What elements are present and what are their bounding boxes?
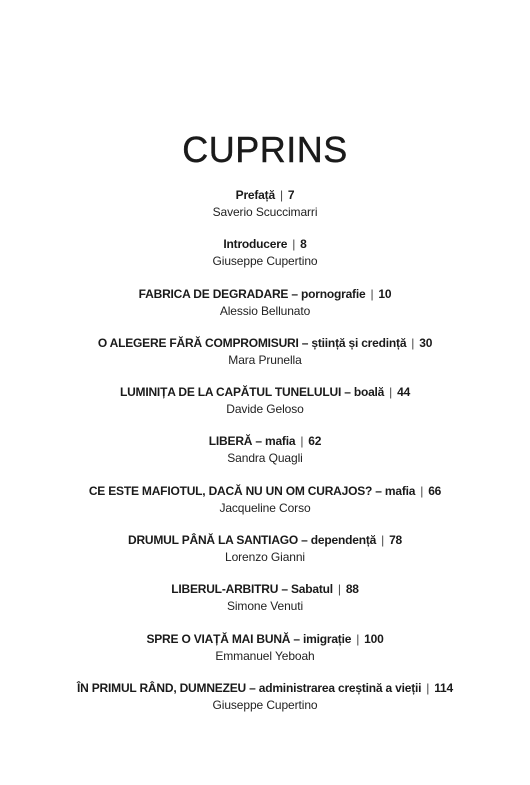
toc-entry-separator: | xyxy=(420,483,424,498)
toc-entry-line xyxy=(0,335,530,352)
table-of-contents xyxy=(0,187,530,729)
toc-entry-title: Introducere xyxy=(223,237,288,252)
toc-entry-separator: | xyxy=(300,434,304,449)
toc-entry-title: DRUMUL PÂNĂ LA SANTIAGO – dependență xyxy=(127,533,377,548)
toc-entry-separator: | xyxy=(411,335,415,350)
toc-entry-author: Davide Geloso xyxy=(226,402,304,417)
toc-entry-title: O ALEGERE FĂRĂ COMPROMISURI – știință și credință xyxy=(97,335,407,350)
toc-entry-separator: | xyxy=(389,385,393,400)
toc-entry-title: Prefață xyxy=(235,188,275,202)
toc-entry-title: FABRICA DE DEGRADARE – pornografie xyxy=(138,286,366,301)
toc-entry-author: Simone Venuti xyxy=(226,599,304,614)
toc-entry-author: Giuseppe Cupertino xyxy=(212,697,318,712)
toc-entry-title: LUMINIȚA DE LA CAPĂTUL TUNELULUI – boală xyxy=(119,385,385,400)
toc-entry xyxy=(0,483,530,532)
toc-entry xyxy=(0,581,530,630)
toc-entry-title: LIBERUL-ARBITRU – Sabatul xyxy=(171,582,333,597)
toc-entry-line xyxy=(0,532,530,549)
toc-entry-title: CE ESTE MAFIOTUL, DACĂ NU UN OM CURAJOS? – mafia xyxy=(88,483,416,498)
toc-entry-page-number: 78 xyxy=(389,533,403,548)
toc-entry-title: LIBERĂ – mafia xyxy=(208,434,296,449)
toc-entry-author: Mara Prunella xyxy=(228,352,302,367)
toc-entry-line xyxy=(0,581,530,598)
toc-entry-page-number: 88 xyxy=(345,582,359,597)
toc-entry-title: SPRE O VIAȚĂ MAI BUNĂ – imigrație xyxy=(146,631,352,646)
toc-entry-author: Saverio Scuccimarri xyxy=(212,205,318,219)
toc-entry-page-number: 7 xyxy=(287,188,295,202)
toc-entry-line xyxy=(0,236,530,253)
toc-entry-page-number: 66 xyxy=(428,483,442,498)
toc-entry-separator: | xyxy=(356,631,360,646)
toc-entry-line xyxy=(0,680,530,697)
toc-entry-separator: | xyxy=(426,680,430,695)
toc-entry-line xyxy=(0,631,530,648)
toc-entry-title: ÎN PRIMUL RÂND, DUMNEZEU – administrarea creștină a vieții xyxy=(77,680,422,695)
toc-entry-line xyxy=(0,187,530,204)
toc-entry-page-number: 114 xyxy=(434,680,453,695)
toc-entry-separator: | xyxy=(279,188,283,202)
page-title: CUPRINS xyxy=(182,129,348,171)
toc-entry-page-number: 10 xyxy=(378,286,392,301)
toc-entry xyxy=(0,286,530,335)
toc-entry-separator: | xyxy=(292,237,296,252)
toc-entry xyxy=(0,680,530,729)
toc-entry-author: Giuseppe Cupertino xyxy=(212,254,318,269)
toc-entry-line xyxy=(0,483,530,500)
toc-entry-page-number: 62 xyxy=(308,434,322,449)
toc-entry-line xyxy=(0,286,530,303)
toc-entry xyxy=(0,187,530,236)
toc-entry-page-number: 44 xyxy=(397,385,411,400)
toc-entry xyxy=(0,631,530,680)
toc-entry-separator: | xyxy=(381,533,385,548)
toc-entry-author: Jacqueline Corso xyxy=(219,500,311,515)
toc-entry-author: Lorenzo Gianni xyxy=(225,550,305,565)
toc-entry xyxy=(0,532,530,581)
toc-entry-author: Alessio Bellunato xyxy=(219,303,311,318)
toc-entry-line xyxy=(0,384,530,401)
toc-entry-page-number: 30 xyxy=(419,335,433,350)
toc-entry-page-number: 100 xyxy=(364,631,384,646)
toc-entry xyxy=(0,433,530,482)
toc-entry-author: Sandra Quagli xyxy=(227,451,303,466)
toc-entry-separator: | xyxy=(337,582,341,597)
toc-entry-page-number: 8 xyxy=(300,237,307,252)
toc-entry xyxy=(0,236,530,285)
toc-entry xyxy=(0,384,530,433)
toc-entry-separator: | xyxy=(370,286,374,301)
toc-entry-author: Emmanuel Yeboah xyxy=(215,648,315,663)
toc-entry xyxy=(0,335,530,384)
toc-entry-line xyxy=(0,433,530,450)
